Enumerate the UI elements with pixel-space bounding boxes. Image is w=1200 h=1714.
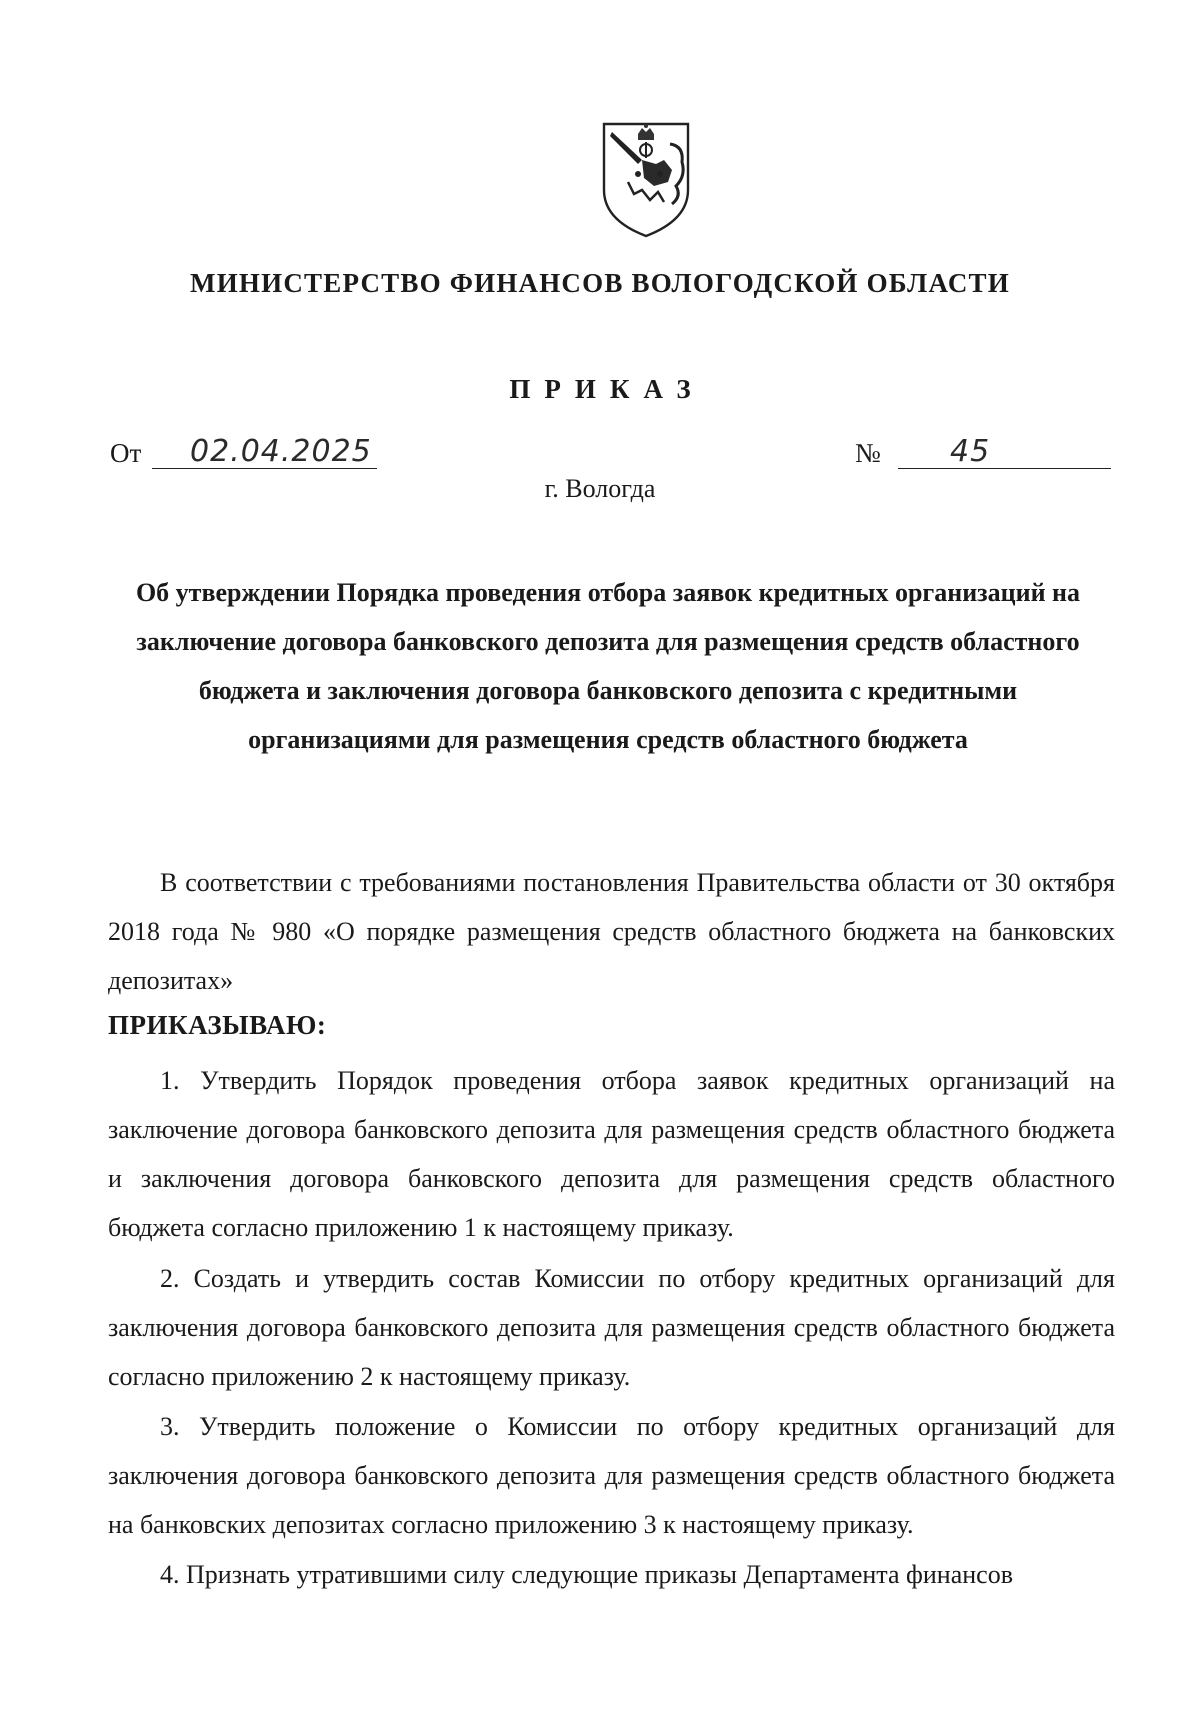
decree-heading: ПРИКАЗЫВАЮ: [108,1010,327,1040]
date-number-row [0,434,1200,474]
item-3 [108,1402,1115,1549]
coat-of-arms-icon [598,120,694,240]
city: г. Вологда [544,474,656,503]
document-title: Об утверждении Порядка проведения отбора заявок кредитных организаций на заключение договора банковского депозита для размещения средств областного бюджета и заключения договора банковского депозита с кредитными организациями для размещения средств областного бюджета [135,578,1081,754]
item-1 [108,1056,1115,1252]
document-date: 02.04.2025 [190,434,372,469]
item-1-text: 1. Утвердить Порядок проведения отбора заявок кредитных организаций на заключение договора банковского депозита для размещения средств областного бюджета и заключения договора банковского депозита для размещения средств областного бюджета согласно приложению 1 к настоящему приказу. [108,1066,1115,1242]
intro-text: В соответствии с требованиями постановления Правительства области от 30 октября 2018 года № 980 «О порядке размещения средств областного бюджета на банковских депозитах» [108,868,1115,995]
document-number: 45 [950,434,991,469]
date-label: От [110,438,142,468]
item-3-text: 3. Утвердить положение о Комиссии по отбору кредитных организаций для заключения договора банковского депозита для размещения средств областного бюджета на банковских депозитах согласно приложению 3 к настоящему приказу. [108,1412,1115,1539]
item-2 [108,1254,1115,1401]
item-2-text: 2. Создать и утвердить состав Комиссии по отбору кредитных организаций для заключения договора банковского депозита для размещения средств областного бюджета согласно приложению 2 к настоящему приказу. [108,1264,1115,1391]
document-type: ПРИКАЗ [509,374,705,404]
ministry-name: МИНИСТЕРСТВО ФИНАНСОВ ВОЛОГОДСКОЙ ОБЛАСТИ [190,268,1010,298]
item-4 [108,1550,1115,1599]
item-4-text: 4. Признать утратившими силу следующие приказы Департамента финансов [160,1560,1013,1589]
number-label: № [855,438,881,468]
intro-paragraph [108,858,1115,1005]
number-underline [898,468,1111,469]
